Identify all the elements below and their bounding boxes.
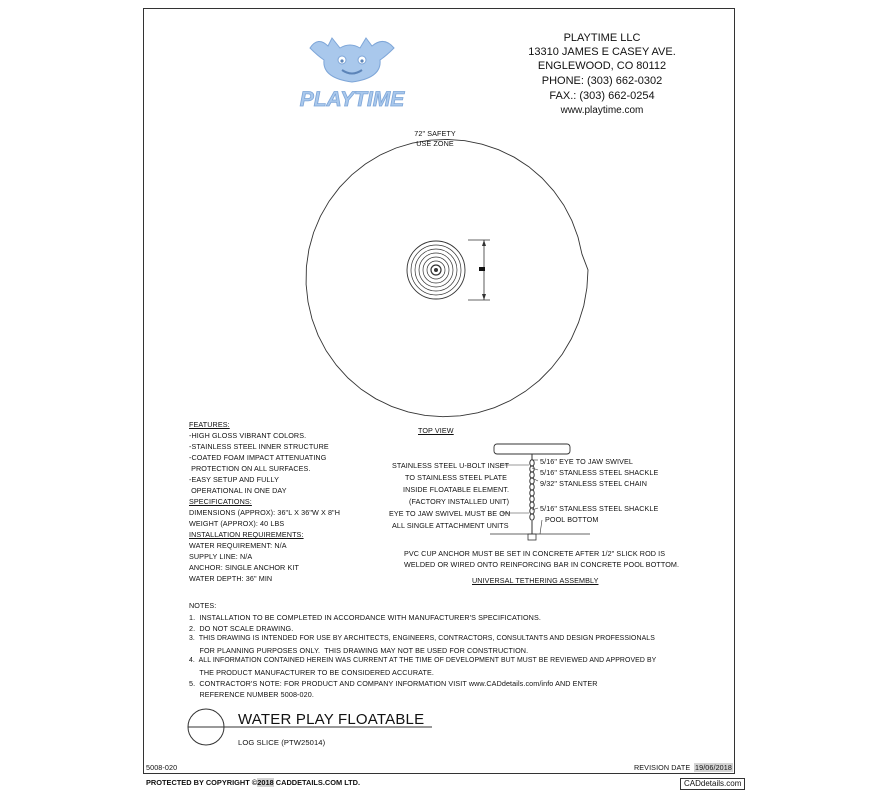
copyright-prefix: PROTECTED BY COPYRIGHT © — [146, 778, 258, 787]
note-line: THE PRODUCT MANUFACTURER TO BE CONSIDERED ACCURATE. — [189, 668, 434, 677]
copyright-year: 2018 — [257, 778, 274, 787]
note-line: 4. ALL INFORMATION CONTAINED HEREIN WAS CURRENT AT THE TIME OF DEVELOPMENT BUT MUST BE REVIEWED AND APPROVED BY — [189, 657, 657, 664]
tether-caption: UNIVERSAL TETHERING ASSEMBLY — [472, 576, 599, 585]
logo-face-icon — [310, 38, 394, 82]
caddetails-brand-text: CADdetails.com — [684, 779, 742, 788]
caddetails-brand — [680, 778, 745, 790]
revision-label: REVISION DATE — [634, 763, 691, 772]
specifications-heading: SPECIFICATIONS: — [189, 497, 252, 506]
tether-left-label: INSIDE FLOATABLE ELEMENT. — [403, 485, 510, 494]
top-view-caption: TOP VIEW — [418, 426, 454, 435]
company-website: www.playtime.com — [560, 105, 644, 116]
spec-line: DIMENSIONS (APPROX): 36"L X 36"W X 8"H — [189, 508, 340, 517]
note-line: 1. INSTALLATION TO BE COMPLETED IN ACCORDANCE WITH MANUFACTURER'S SPECIFICATIONS. — [189, 613, 541, 622]
anchor-cup — [528, 534, 536, 540]
dimension-line — [468, 240, 490, 300]
note-line: 3. THIS DRAWING IS INTENDED FOR USE BY ARCHITECTS, ENGINEERS, CONTRACTORS, CONSULTANTS AND DESIGN PROFESSIONALS — [189, 635, 655, 642]
tether-note-1: PVC CUP ANCHOR MUST BE SET IN CONCRETE AFTER 1/2" SLICK ROD IS — [404, 549, 666, 558]
spec-line: WEIGHT (APPROX): 40 LBS — [189, 519, 285, 528]
drawing-title: WATER PLAY FLOATABLE — [238, 711, 425, 728]
feature-line: -EASY SETUP AND FULLY — [189, 475, 279, 484]
note-line: 2. DO NOT SCALE DRAWING. — [189, 624, 294, 633]
tether-left-label: (FACTORY INSTALLED UNIT) — [409, 497, 510, 506]
install-line: SUPPLY LINE: N/A — [189, 552, 253, 561]
tether-left-label: STAINLESS STEEL U-BOLT INSET — [392, 461, 510, 470]
chain — [530, 460, 534, 520]
playtime-logo — [290, 30, 414, 114]
safety-zone-label-2: USE ZONE — [416, 139, 454, 148]
tether-left-label: ALL SINGLE ATTACHMENT UNITS — [392, 521, 509, 530]
copyright-notice — [146, 779, 360, 786]
tether-right-label: POOL BOTTOM — [545, 515, 599, 524]
drawing-subtitle: LOG SLICE (PTW25014) — [238, 738, 326, 747]
company-name: PLAYTIME LLC — [563, 32, 641, 44]
revision-date: 19/06/2018 — [695, 763, 732, 772]
logo-wordmark: PLAYTIME — [299, 88, 405, 111]
features-heading: FEATURES: — [189, 420, 230, 429]
feature-line: PROTECTION ON ALL SURFACES. — [189, 464, 311, 473]
tether-note-2: WELDED OR WIRED ONTO REINFORCING BAR IN CONCRETE POOL BOTTOM. — [404, 560, 680, 569]
feature-line: -COATED FOAM IMPACT ATTENUATING — [189, 453, 327, 462]
feature-line: -STAINLESS STEEL INNER STRUCTURE — [189, 442, 329, 451]
notes-heading: NOTES: — [189, 601, 217, 610]
reference-number: 5008-020 — [146, 763, 178, 772]
safety-zone-label-1: 72" SAFETY — [414, 129, 456, 138]
floatable-element-section — [494, 444, 570, 454]
install-line: WATER REQUIREMENT: N/A — [189, 541, 287, 550]
safety-zone-circle — [306, 139, 588, 416]
company-phone: PHONE: (303) 662-0302 — [541, 75, 663, 87]
copyright-suffix: CADDETAILS.COM LTD. — [273, 778, 361, 787]
top-view-drawing — [280, 120, 600, 430]
note-line: REFERENCE NUMBER 5008-020. — [189, 690, 314, 699]
tether-right-label: 5/16" STANLESS STEEL SHACKLE — [540, 504, 659, 513]
floatable-log-slice — [407, 241, 465, 299]
tether-right-label: 9/32" STANLESS STEEL CHAIN — [540, 479, 648, 488]
feature-line: OPERATIONAL IN ONE DAY — [189, 486, 287, 495]
install-line: WATER DEPTH: 36" MIN — [189, 574, 273, 583]
tether-left-label: TO STAINLESS STEEL PLATE — [405, 473, 507, 482]
tether-left-label: EYE TO JAW SWIVEL MUST BE ON — [389, 509, 511, 518]
company-address-1: 13310 JAMES E CASEY AVE. — [528, 46, 676, 58]
company-address-2: ENGLEWOOD, CO 80112 — [537, 60, 667, 72]
note-line: 5. CONTRACTOR'S NOTE: FOR PRODUCT AND COMPANY INFORMATION VISIT www.CADdetails.com/info AND ENTER — [189, 679, 598, 688]
installation-heading: INSTALLATION REQUIREMENTS: — [189, 530, 304, 539]
install-line: ANCHOR: SINGLE ANCHOR KIT — [189, 563, 299, 572]
company-fax: FAX.: (303) 662-0254 — [549, 90, 655, 102]
tether-right-label: 5/16" STANLESS STEEL SHACKLE — [540, 468, 659, 477]
feature-line: -HIGH GLOSS VIBRANT COLORS. — [189, 431, 307, 440]
tether-right-label: 5/16" EYE TO JAW SWIVEL — [540, 457, 633, 466]
note-line: FOR PLANNING PURPOSES ONLY. THIS DRAWING MAY NOT BE USED FOR CONSTRUCTION. — [189, 646, 529, 655]
